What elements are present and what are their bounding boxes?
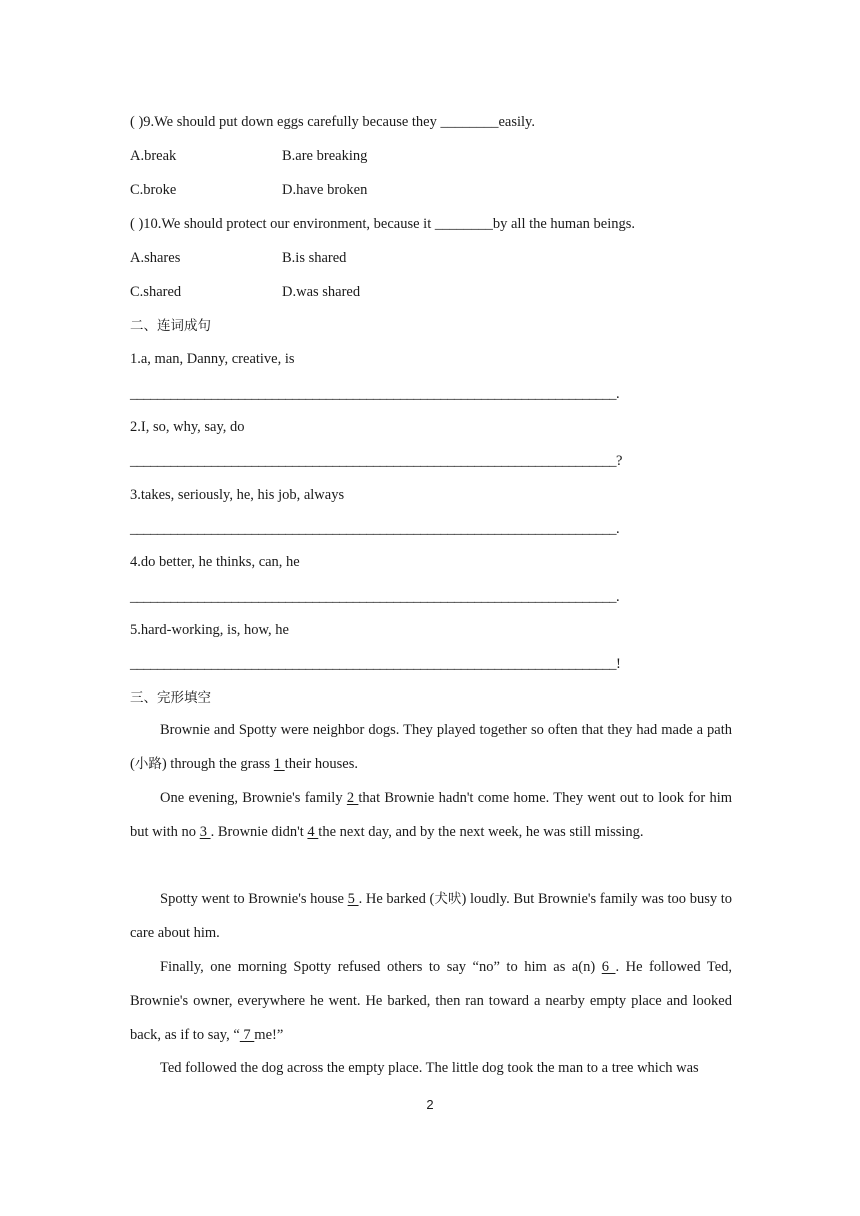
cloze-paragraph-5: Ted followed the dog across the empty place. The little dog took the man to a tree which was (160, 1060, 699, 1076)
chinese-gloss: 犬吠 (434, 891, 462, 907)
option-d: D.have broken (282, 182, 368, 198)
cloze-paragraph-3: Spotty went to Brownie's house 5 . He barked (犬吠) loudly. But Brownie's family was too busy to care about him. (130, 891, 733, 941)
cloze-paragraph-2: One evening, Brownie's family 2 that Brownie hadn't come home. They went out to look for him but with no 3 . Brownie didn't 4 the next day, and by the next week, he was still missing. (130, 790, 732, 840)
option-b: B.are breaking (282, 148, 368, 164)
blank-1[interactable]: 1 (273, 756, 285, 772)
chinese-gloss: 小路 (134, 756, 162, 772)
blank-3[interactable]: 3 (199, 824, 211, 840)
option-d: D.was shared (282, 284, 361, 300)
sentence-2-answer-line[interactable]: ________________________________________________________________________? (130, 453, 622, 469)
blank-2[interactable]: 2 (346, 790, 359, 806)
cloze-paragraph-4: Finally, one morning Spotty refused others to say “no” to him as a(n) 6 . He followed Ted, Brownie's owner, everywhere he went. He barked, then ran toward a nearby empty place and looked back, as if to say, “ 7 me!” (130, 959, 733, 1043)
blank-4[interactable]: 4 (307, 824, 319, 840)
blank-6[interactable]: 6 (601, 959, 616, 975)
sentence-2-prompt: 2.I, so, why, say, do (130, 419, 245, 435)
section-2-heading: 二、连词成句 (130, 318, 211, 334)
section-3-heading: 三、完形填空 (130, 690, 211, 706)
cloze-paragraph-1: Brownie and Spotty were neighbor dogs. They played together so often that they had made a path (小路) through the grass 1 their houses. (130, 722, 732, 772)
question-9-options-row1 (130, 146, 368, 166)
question-9-stem: ( )9.We should put down eggs carefully because they ________easily. (130, 114, 535, 130)
option-c: C.shared (130, 284, 182, 300)
option-b: B.is shared (282, 250, 347, 266)
question-9-options-row2 (130, 180, 368, 200)
sentence-4-answer-line[interactable]: ________________________________________________________________________. (130, 589, 620, 605)
sentence-4-prompt: 4.do better, he thinks, can, he (130, 554, 300, 570)
sentence-5-answer-line[interactable]: ________________________________________________________________________! (130, 656, 621, 672)
blank-5[interactable]: 5 (347, 891, 359, 907)
sentence-1-answer-line[interactable]: ________________________________________________________________________. (130, 386, 620, 402)
sentence-1-prompt: 1.a, man, Danny, creative, is (130, 351, 295, 367)
question-10-options-row2 (130, 282, 361, 302)
blank-7[interactable]: 7 (239, 1027, 255, 1043)
option-a: A.shares (130, 250, 181, 266)
sentence-5-prompt: 5.hard-working, is, how, he (130, 622, 289, 638)
sentence-3-prompt: 3.takes, seriously, he, his job, always (130, 487, 345, 503)
question-10-options-row1 (130, 248, 347, 268)
page-number: 2 (426, 1097, 434, 1112)
option-a: A.break (130, 148, 177, 164)
option-c: C.broke (130, 182, 177, 198)
question-10-stem: ( )10.We should protect our environment, because it ________by all the human beings. (130, 216, 636, 232)
sentence-3-answer-line[interactable]: ________________________________________________________________________. (130, 521, 620, 537)
